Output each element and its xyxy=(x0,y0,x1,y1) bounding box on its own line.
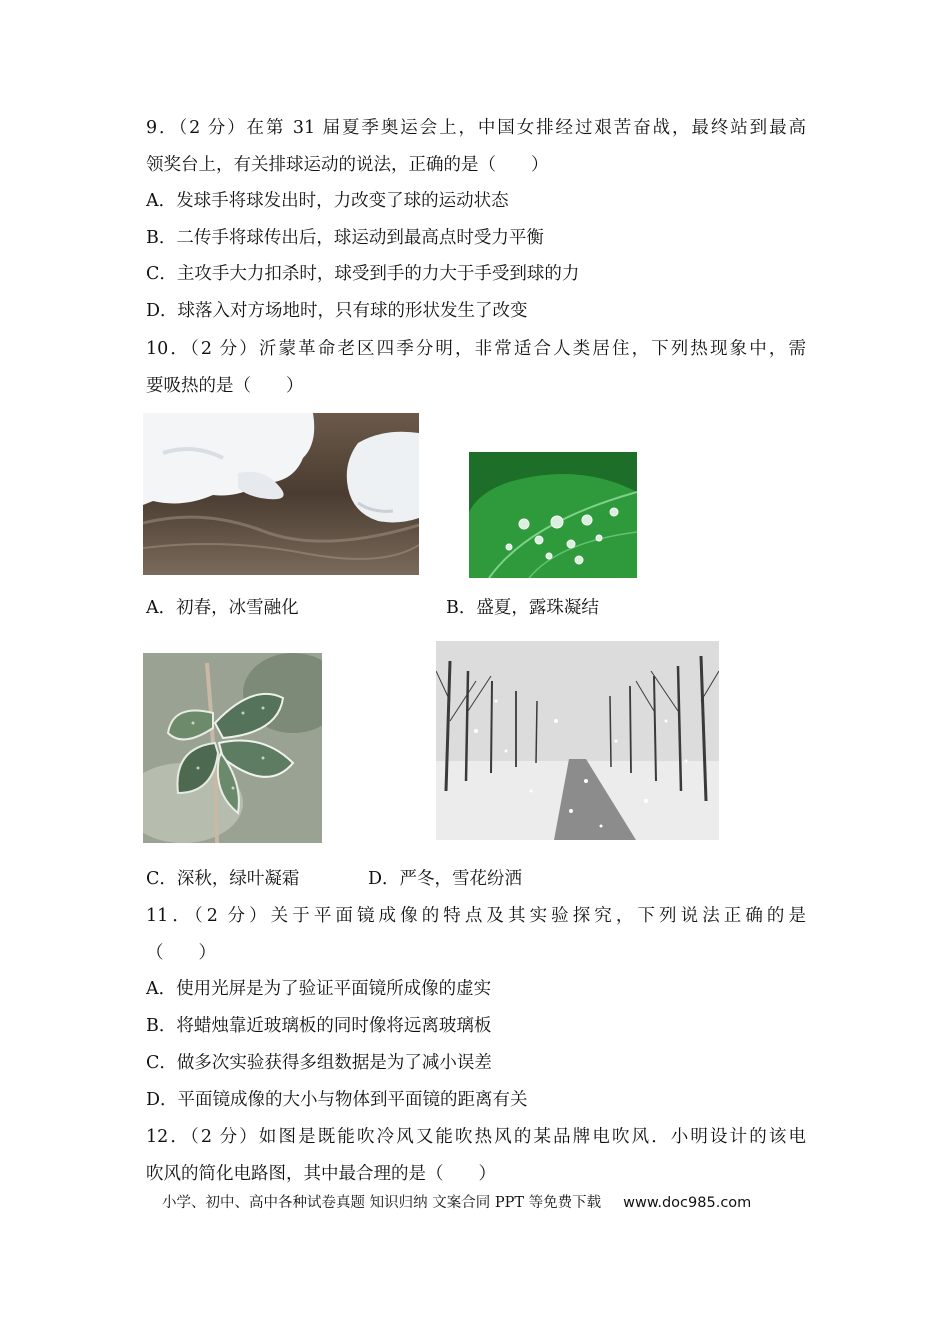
q9-stem-line2: 领奖台上，有关排球运动的说法，正确的是（ ） xyxy=(146,155,549,175)
q9-option-c: C．主攻手大力扣杀时，球受到手的力大于手受到球的力 xyxy=(146,264,580,284)
frost-leaf-photo xyxy=(143,653,322,843)
q11-option-b: B．将蜡烛靠近玻璃板的同时像将远离玻璃板 xyxy=(146,1016,492,1036)
melting-snow-photo xyxy=(143,413,419,575)
q12-stem-line2: 吹风的简化电路图，其中最合理的是（ ） xyxy=(146,1164,496,1184)
q11-option-c: C．做多次实验获得多组数据是为了减小误差 xyxy=(146,1053,492,1073)
snowfall-photo xyxy=(436,641,719,840)
q10-stem-line2: 要吸热的是（ ） xyxy=(146,376,304,396)
q12-stem-line1: 12．（2 分）如图是既能吹冷风又能吹热风的某品牌电吹风．小明设计的该电 xyxy=(146,1127,806,1147)
footer-text: 小学、初中、高中各种试卷真题 知识归纳 文案合同 PPT 等免费下载 xyxy=(162,1195,602,1211)
page-footer xyxy=(162,1191,751,1212)
q9-stem-line1: 9．（2 分）在第 31 届夏季奥运会上，中国女排经过艰苦奋战，最终站到最高 xyxy=(146,118,806,138)
q10-caption-c: C．深秋，绿叶凝霜 xyxy=(146,869,300,889)
footer-url[interactable]: www.doc985.com xyxy=(623,1195,752,1211)
q11-option-d: D．平面镜成像的大小与物体到平面镜的距离有关 xyxy=(146,1090,528,1110)
q10-caption-d: D．严冬，雪花纷洒 xyxy=(368,869,523,889)
q10-stem-line1: 10．（2 分）沂蒙革命老区四季分明，非常适合人类居住，下列热现象中，需 xyxy=(146,339,806,359)
q9-option-d: D．球落入对方场地时，只有球的形状发生了改变 xyxy=(146,301,528,321)
q11-stem-line2: （ ） xyxy=(146,943,216,963)
q10-caption-b: B．盛夏，露珠凝结 xyxy=(446,598,599,618)
q10-caption-a: A．初春，冰雪融化 xyxy=(146,598,299,618)
q9-option-a: A．发球手将球发出时，力改变了球的运动状态 xyxy=(146,191,509,211)
q11-option-a: A．使用光屏是为了验证平面镜所成像的虚实 xyxy=(146,979,492,999)
q9-option-b: B．二传手将球传出后，球运动到最高点时受力平衡 xyxy=(146,228,544,248)
q11-stem-line1: 11．（2 分）关于平面镜成像的特点及其实验探究，下列说法正确的是 xyxy=(146,906,806,926)
dew-drops-photo xyxy=(469,452,637,578)
